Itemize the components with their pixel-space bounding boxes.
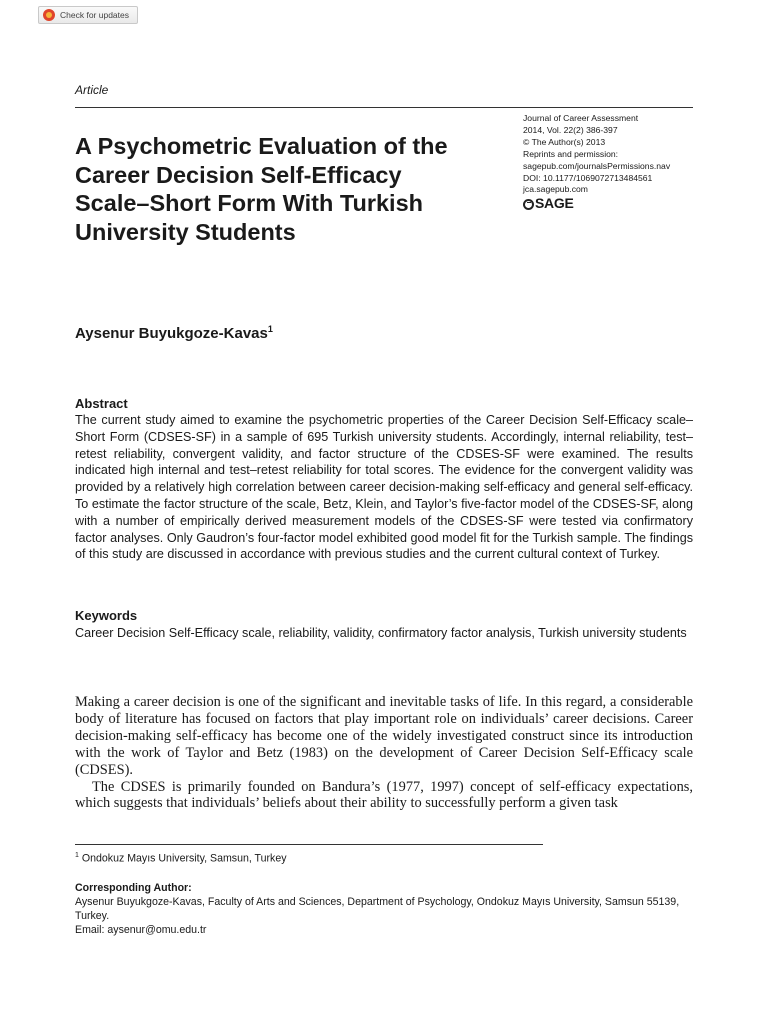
check-for-updates-button[interactable] bbox=[38, 6, 138, 24]
corresponding-author bbox=[75, 881, 693, 937]
footnote-rule bbox=[75, 844, 543, 845]
journal-reprints: Reprints and permission: bbox=[523, 148, 619, 159]
permissions-link[interactable]: sagepub.com/journalsPermissions.nav bbox=[523, 160, 671, 171]
body-paragraph: The CDSES is primarily founded on Bandura’s (1977, 1997) concept of self-efficacy expectations, which suggests that individuals’ beliefs about their ability to successfully perform a given task bbox=[75, 778, 693, 812]
journal-copyright: © The Author(s) 2013 bbox=[523, 136, 606, 147]
journal-name: Journal of Career Assessment bbox=[523, 113, 639, 123]
author-name: Aysenur Buyukgoze-Kavas bbox=[75, 325, 268, 342]
doi-link[interactable]: DOI: 10.1177/1069072713484561 bbox=[523, 172, 653, 183]
journal-volume: 2014, Vol. 22(2) 386-397 bbox=[523, 124, 618, 135]
header-rule bbox=[75, 107, 693, 108]
body-text bbox=[75, 694, 693, 812]
abstract-heading: Abstract bbox=[75, 396, 128, 411]
publisher-name: SAGE bbox=[535, 195, 574, 212]
abstract-text: The current study aimed to examine the psychometric properties of the Career Decision Self-Efficacy scale–Short Form (CDSES-SF) in a sample of 695 Turkish university students. Accordingly, internal reliability, test–retest reliability, convergent validity, and factor structure of the CDSES-SF were examined. The results indicated high internal and test–retest reliability for total scores. The evidence for the convergent validity was provided by a relatively high correlation between career decision-making self-efficacy and general self-efficacy. To estimate the factor structure of the scale, Betz, Klein, and Taylor’s five-factor model of the CDSES-SF, along with a number of empirically derived measurement models of the CDSES-SF were tested via confirmatory factor analyses. Only Gaudron’s four-factor model exhibited good model fit for the Turkish sample. The findings of this study are discussed in accordance with previous studies and the current cultural context of Turkey. bbox=[75, 413, 693, 562]
corresponding-author-heading: Corresponding Author: bbox=[75, 882, 192, 894]
journal-info bbox=[523, 113, 670, 210]
author-affiliation-mark: 1 bbox=[267, 324, 273, 334]
article-type-label: Article bbox=[75, 83, 109, 97]
paper-title: A Psychometric Evaluation of the Career Decision Self-Efficacy Scale–Short Form With Turkish University Students bbox=[75, 133, 448, 245]
keywords-heading: Keywords bbox=[75, 608, 138, 623]
footnote bbox=[75, 852, 287, 865]
footnote-mark: 1 bbox=[75, 852, 79, 859]
author-line bbox=[75, 324, 273, 342]
body-paragraph: Making a career decision is one of the significant and inevitable tasks of life. In this regard, a considerable body of literature has focused on factors that play important role on individuals’ career decisions. Career decision-making self-efficacy has become one of the widely investigated construct since its introduction with the work of Taylor and Betz (1983) on the development of Career Decision Self-Efficacy scale (CDSES). bbox=[75, 694, 693, 778]
check-for-updates-label: Check for updates bbox=[60, 10, 129, 20]
sage-logo-icon bbox=[523, 199, 534, 210]
corresponding-author-address: Aysenur Buyukgoze-Kavas, Faculty of Arts and Sciences, Department of Psychology, Ondokuz Mayıs University, Samsun 55139, Turkey. bbox=[75, 896, 680, 922]
journal-site-link[interactable]: jca.sagepub.com bbox=[523, 184, 588, 195]
corresponding-author-email[interactable]: Email: aysenur@omu.edu.tr bbox=[75, 924, 207, 936]
keywords-text: Career Decision Self-Efficacy scale, reliability, validity, confirmatory factor analysis, Turkish university students bbox=[75, 626, 687, 640]
publisher-logo bbox=[523, 195, 670, 212]
footnote-text: Ondokuz Mayıs University, Samsun, Turkey bbox=[81, 852, 287, 865]
crossmark-icon bbox=[43, 9, 55, 21]
